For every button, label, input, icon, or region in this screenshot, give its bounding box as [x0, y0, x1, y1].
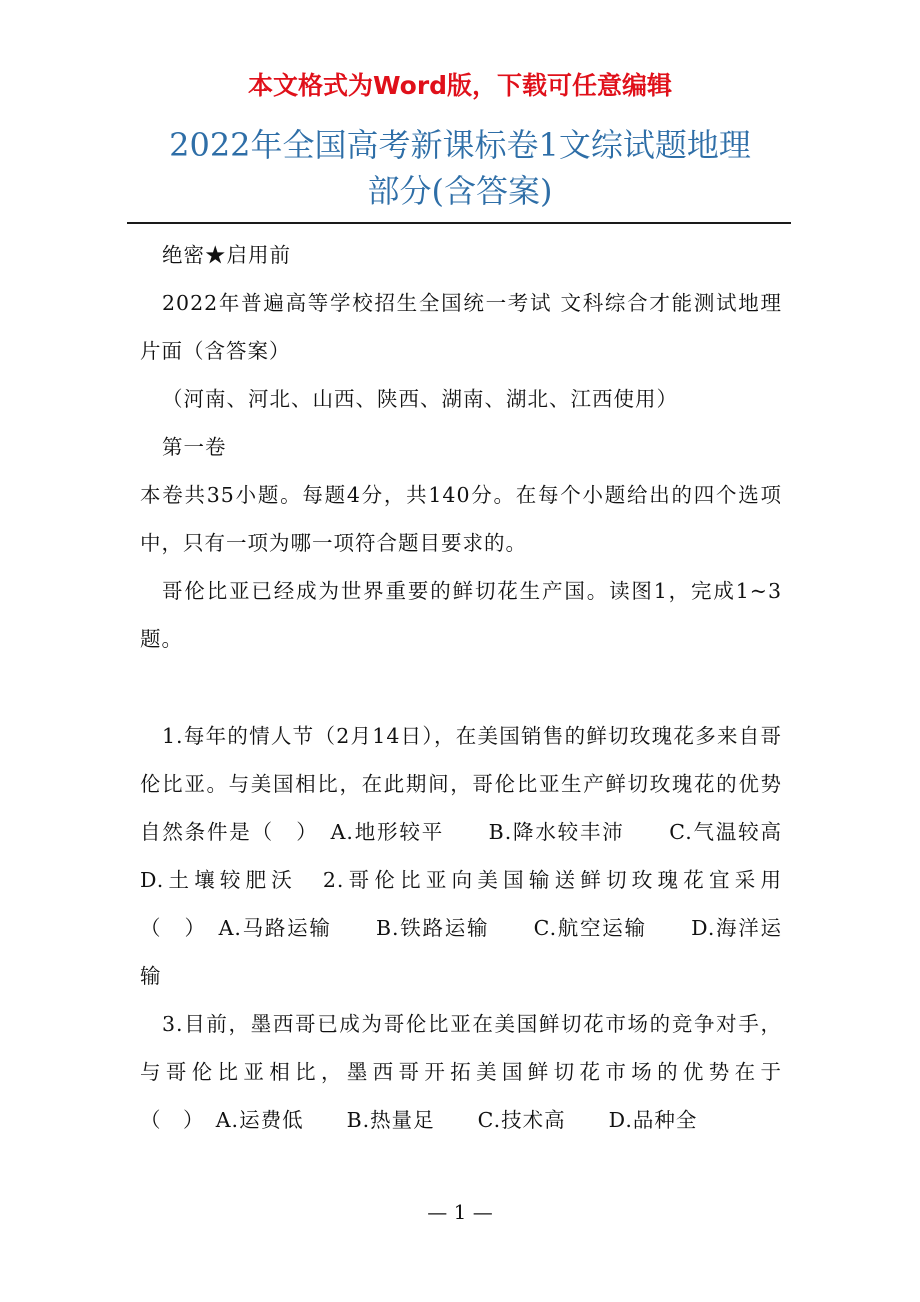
regions-note: （河南、河北、山西、陕西、湖南、湖北、江西使用）: [162, 387, 678, 411]
context-paragraph: 哥伦比亚已经成为世界重要的鲜切花生产国。读图1，完成1~3题。: [140, 579, 782, 651]
title-divider: [127, 222, 791, 224]
exam-name: 2022年普遍高等学校招生全国统一考试 文科综合才能测试地理片面（含答案）: [140, 291, 782, 363]
page-number: — 1 —: [427, 1200, 493, 1224]
body-top: [140, 231, 782, 663]
question-3: 3.目前，墨西哥已成为哥伦比亚在美国鲜切花市场的竞争对手，与哥伦比亚相比，墨西哥开拓美国鲜切花市场的优势在于 （ ） A.运费低 B.热量足 C.技术高 D.品种全: [140, 1012, 868, 1132]
question-1-2: 1.每年的情人节（2月14日），在美国销售的鲜切玫瑰花多来自哥伦比亚。与美国相比，在此期间，哥伦比亚生产鲜切玫瑰花的优势自然条件是（ ） A.地形较平 B.降水较丰沛 C.气温较高 D.土壤较肥沃 2.哥伦比亚向美国输送鲜切玫瑰花宜采用 （ ） A.马路运输 B.铁路运输 C.航空运输 D.海洋运输: [140, 724, 847, 988]
confidential-label: 绝密★启用前: [162, 243, 291, 267]
title-line-2: 部分(含答案): [367, 172, 553, 210]
title-line-1: 2022年全国高考新课标卷1文综试题地理: [169, 126, 751, 164]
document-title: [120, 122, 800, 214]
download-banner: 本文格式为Word版，下载可任意编辑: [247, 71, 673, 100]
volume-heading: 第一卷: [162, 435, 227, 459]
body-questions: [140, 712, 868, 1144]
instructions-paragraph: 本卷共35小题。每题4分，共140分。在每个小题给出的四个选项中，只有一项为哪一项符合题目要求的。: [140, 483, 782, 555]
